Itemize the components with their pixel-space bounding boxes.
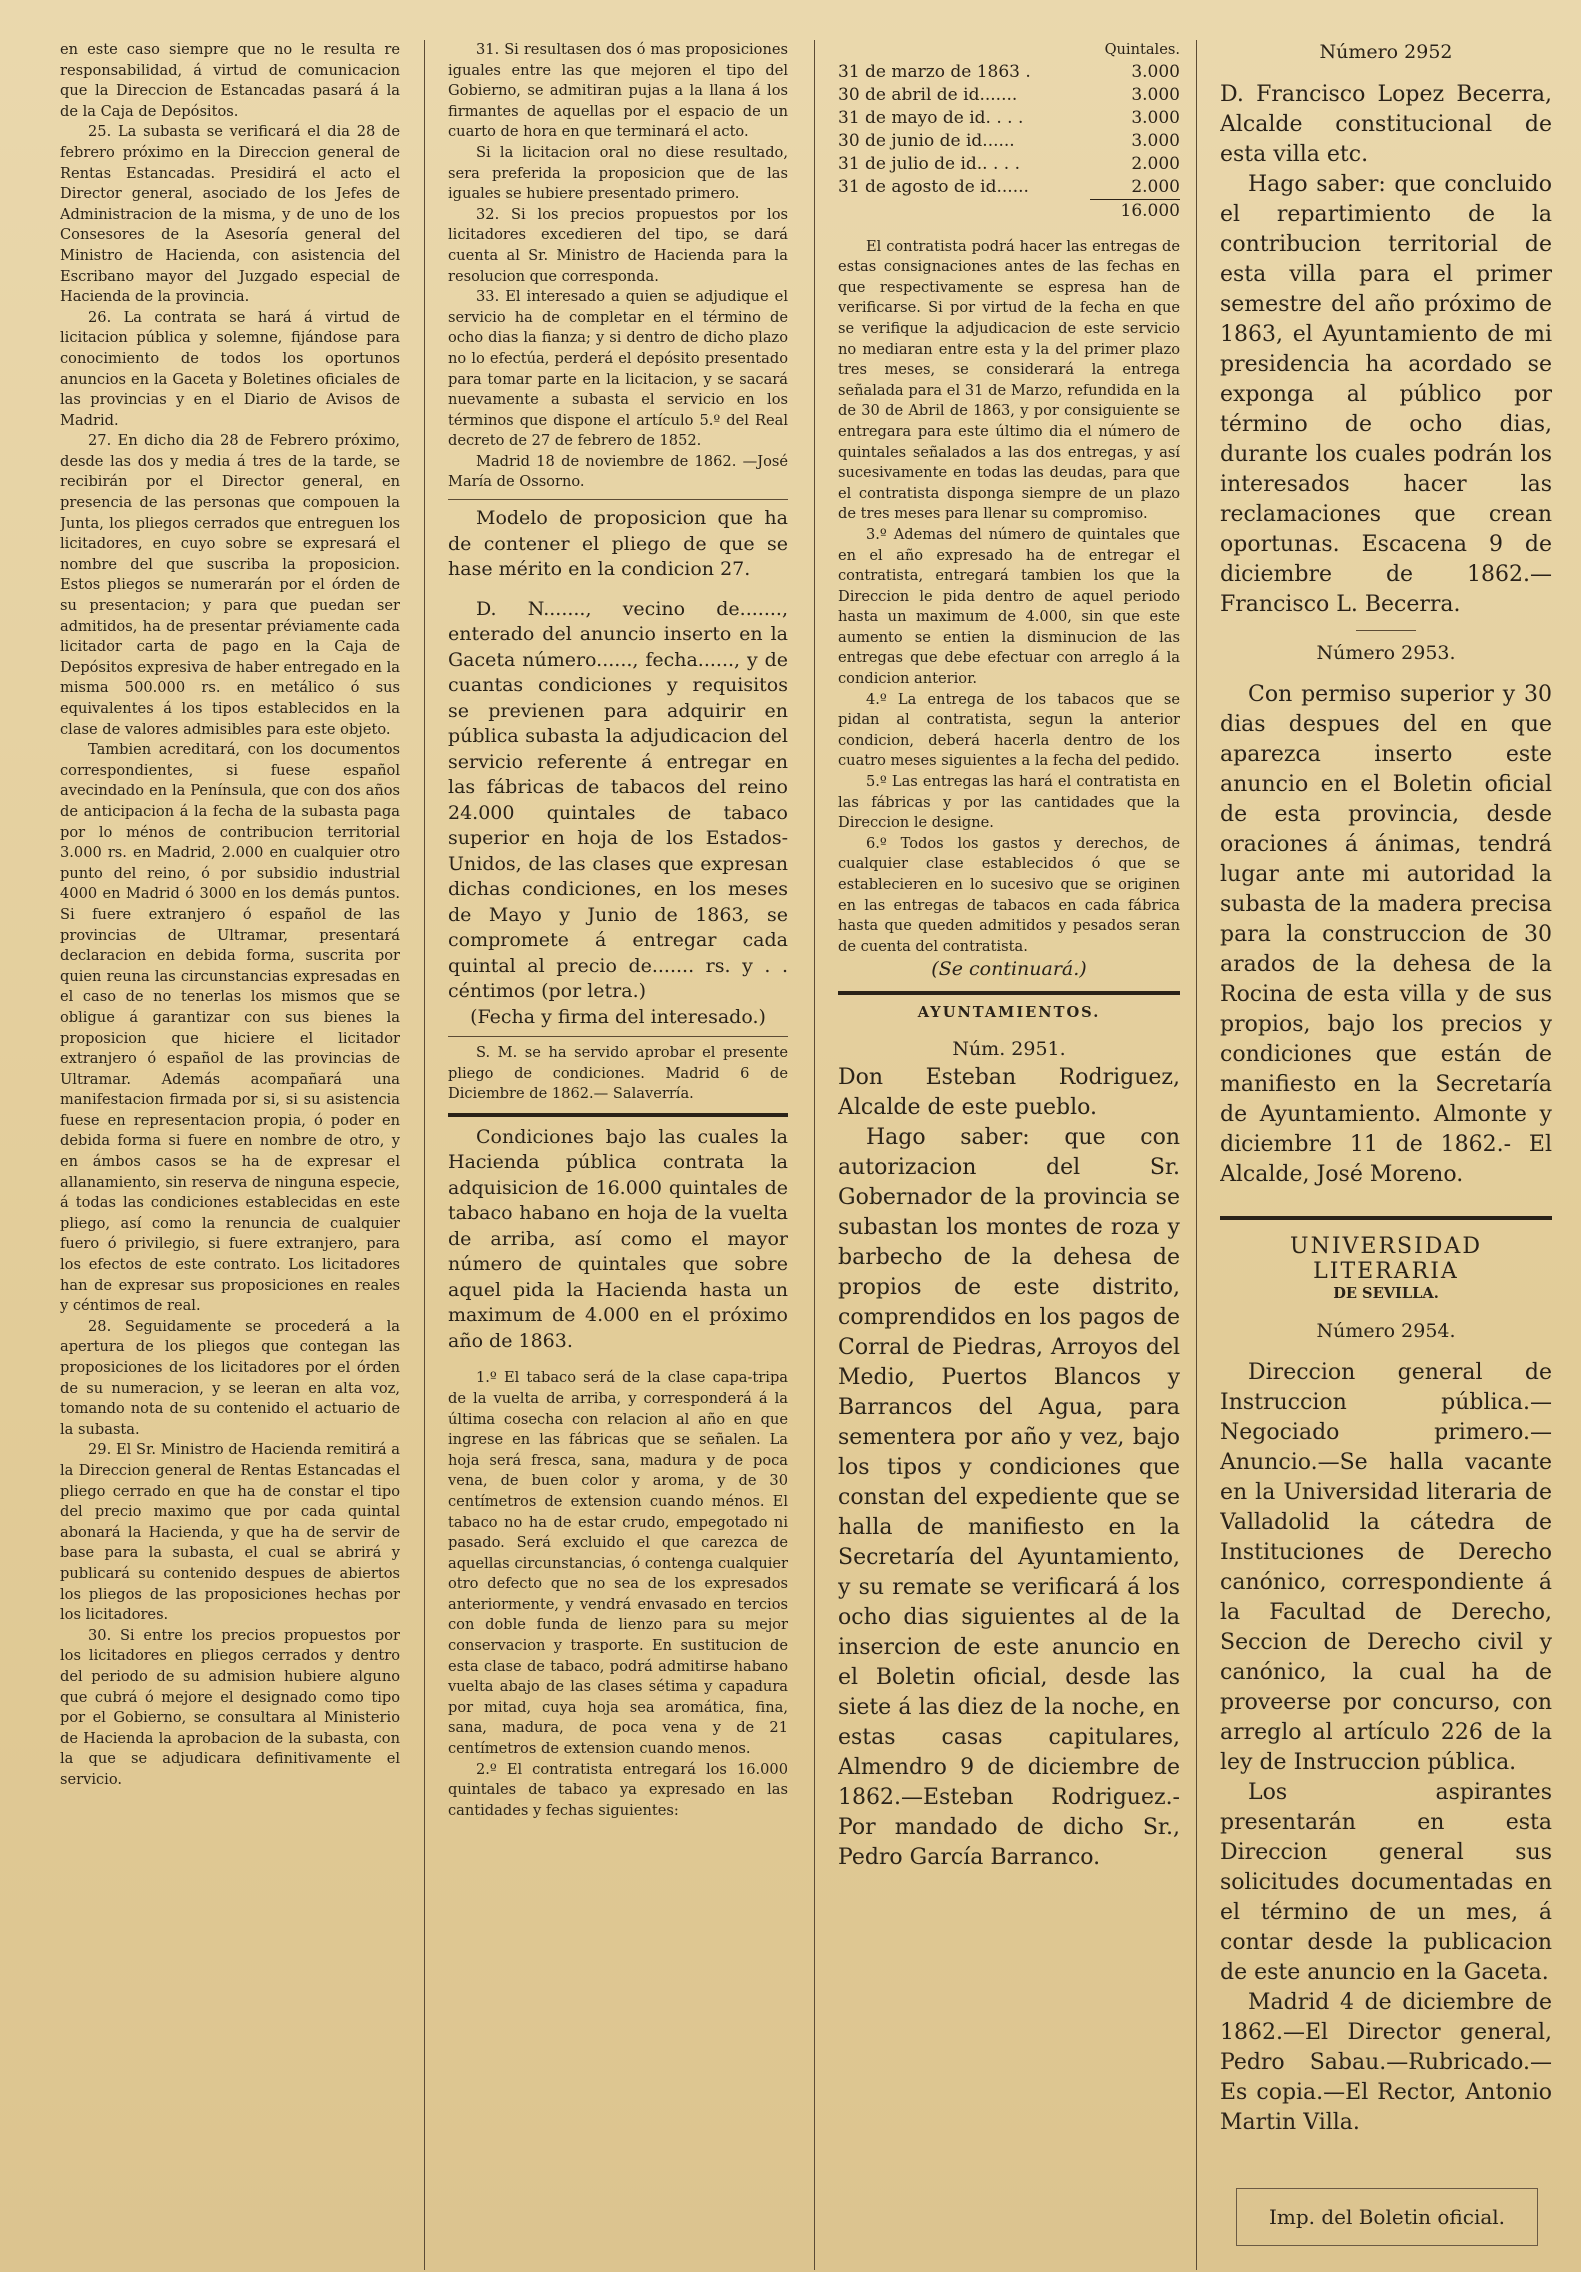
imprint: Imp. del Boletin oficial.: [1268, 2205, 1506, 2229]
table-row: 31 de mayo de id. . . . 3.000: [838, 107, 1180, 128]
approval: S. M. se ha servido aprobar el presente pliego de condiciones. Madrid 6 de Diciembre de 1862.— Salaverría.: [448, 1044, 788, 1103]
notice-text: Con permiso superior y 30 dias despues del en que aparezca inserto este anuncio en el Boletin oficial de esta provincia, desde oraciones á ánimas, tendrá lugar ante mi autoridad la subasta de la madera precisa para la construccion de 30 arados de la dehesa de la Rocina de esta villa y de sus propios, bajo los precios y condiciones que están de manifiesto en la Secretaría de Ayuntamiento. Almonte y diciembre 11 de 1862.- El Alcalde, José Moreno.: [1220, 682, 1552, 1187]
divider: [448, 1036, 788, 1037]
paragraph: 27. En dicho dia 28 de Febrero próximo, desde las dos y media á tres de la tarde, se recibirán por el Director general, en presencia de las personas que compouen la Junta, los pliegos cerrados que entreguen los licitadores, en cuyo sobre se expresará el nombre del que suscriba la proposicion. Estos pliegos se numerarán por el órden de su presentacion; y para que puedan ser admitidos, ha de presentar préviamente cada licitador carta de pago en la Caja de Depósitos expresiva de haber entregado en la misma 500.000 rs. en metálico ó sus equivalentes á los tipos establecidos en la clase de valores admisibles para este objeto.: [60, 432, 400, 738]
paragraph: 4.º La entrega de los tabacos que se pidan al contratista, segun la anterior condicion, deberá hacerla dentro de los cuatro meses siguientes a la fecha del pedido.: [838, 690, 1180, 770]
notice-text: Hago saber: que con autorizacion del Sr. Gobernador de la provincia se subastan los montes de roza y barbecho de la dehesa de propios de este distrito, comprendidos en los pagos de Corral de Piedras, Arroyos del Medio, Puertos Blancos y Barrancos del Agua, para sementera por año y vez, bajo los tipos y condiciones que constan del expediente que se halla de manifiesto en la Secretaría del Ayuntamiento, y su remate se verificará á los ocho dias siguientes al de la insercion de este anuncio en el Boletin oficial, desde las siete á las diez de la noche, en estas casas capitulares, Almendro 9 de diciembre de 1862.—Esteban Rodriguez.-Por mandado de dicho Sr., Pedro García Barranco.: [838, 1124, 1180, 1870]
paragraph: 29. El Sr. Ministro de Hacienda remitirá a la Direccion general de Rentas Estancadas el pliego cerrado en que ha de constar el tipo del precio maximo que por cada quintal abonará la Hacienda, y que ha de servir de base para la subasta, el cual se abrirá y publicará su contenido despues de abiertos los pliegos de las proposiciones hechas por los licitadores.: [60, 1441, 400, 1624]
paragraph: Tambien acreditará, con los documentos correspondientes, si fuese español avecindado en la Península, que con dos años de anticipacion á la fecha de la subasta paga por lo ménos de contribucion territorial 3.000 rs. en Madrid, 2.000 en cualquier otro punto del reino, ó por subsidio industrial 4000 en Madrid ó 3000 en los demás puntos. Si fuere extranjero ó español de las provincias de Ultramar, presentará declaracion en debida forma, suscrita por quien reuna las circunstancias expresadas en el caso de no tenerlas los mismos que se obligue á garantizar con sus bienes la proposicion que hiciere el licitador extranjero ó español de las provincias de Ultramar. Además acompañará una manifestacion firmada por si, si su asistencia fuese en representacion propia, ó poder en debida forma si fuere en nombre de otro, y en ámbos casos se ha de expresar el allanamiento, sin reserva de ninguna especie, á todas las condiciones establecidas en este pliego, así como la renuncia de cualquier fuero ó privilegio, si fuere extranjero, para los efectos de este contrato. Los licitadores han de expresar sus proposiciones en reales y céntimos de real.: [60, 741, 400, 1315]
section-title: AYUNTAMIENTOS.: [917, 1003, 1101, 1021]
column-1: [60, 40, 400, 1790]
section-subtitle: DE SEVILLA.: [1333, 1285, 1439, 1302]
divider: [1356, 630, 1416, 631]
paragraph: en este caso siempre que no le resulta re responsabilidad, á virtud de comunicacion que la Direccion de Estancadas pasará á la de la Caja de Depósitos.: [60, 41, 400, 120]
notice-text: Los aspirantes presentarán en esta Direccion general sus solicitudes documentadas en el término de un mes, á contar desde la publicacion de este anuncio en la Gaceta.: [1220, 1780, 1552, 1986]
notice-number: Núm. 2951.: [952, 1038, 1066, 1061]
column-3: [838, 40, 1180, 1873]
table-header: Quintales.: [1104, 41, 1180, 58]
continued-note: (Se continuará.): [931, 958, 1087, 981]
paragraph: 3.º Ademas del número de quintales que en el año expresado ha de entregar el contratista, entregará tambien los que la Direccion le pida dentro de aquel periodo hasta un maximum de 4.000, sin que este aumento se entien la disminucion de las entregas que debe efectuar con arreglo á la condicion anterior.: [838, 525, 1180, 688]
notice-text: Hago saber: que concluido el repartimiento de la contribucion territorial de esta villa para el primer semestre del año próximo de 1863, el Ayuntamiento de mi presidencia ha acordado se exponga al público por término de ocho dias, durante los cuales podrán los interesados hacer las reclamaciones que crean oportunas. Escacena 9 de diciembre de 1862.—Francisco L. Becerra.: [1220, 171, 1552, 617]
paragraph: 30. Si entre los precios propuestos por los licitadores en pliegos cerrados y dentro del periodo de su admision hubiere alguno que cubrá ó mejore el designado como tipo por el Gobierno, se consultara al Ministerio de Hacienda la aprobacion de la subasta, con la que se adjudicara definitivamente el servicio.: [60, 1626, 400, 1788]
modelo-sign: (Fecha y firma del interesado.): [470, 1005, 766, 1028]
paragraph: 33. El interesado a quien se adjudique el servicio ha de completar en el término de ocho dias la fianza; y si dentro de dicho plazo no lo efectúa, perderá el depósito presentado para tomar parte en la licitacion, y se sacará nuevamente a subasta el servicio en los términos que dispone el artículo 5.º del Real decreto de 27 de febrero de 1852.: [448, 288, 788, 450]
table-row: 30 de junio de id...... 3.000: [838, 130, 1180, 151]
notice-text: Madrid 4 de diciembre de 1862.—El Director general, Pedro Sabau.—Rubricado.—Es copia.—El Rector, Antonio Martin Villa.: [1220, 1990, 1552, 2136]
table-row: 31 de agosto de id...... 2.000: [838, 176, 1180, 197]
paragraph: 1.º El tabaco será de la clase capa-tripa de la vuelta de arriba, y corresponderá á la última cosecha con relacion al año en que ingrese en las fábricas que se señalen. La hoja será fresca, sana, madura y de poca vena, de buen color y aroma, y de 30 centímetros de extension cuando ménos. El tabaco no ha de estar crudo, empegotado ni pasado. Será excluido el que carezca de aquellas circunstancias, ó contenga cualquier otro defecto que no sea de los expresados anteriormente, y vendrá envasado en tercios con doble funda de lienzo para su mejor conservacion y trasporte. En sustitucion de esta clase de tabaco, podrá admitirse habano vuelta abajo de las clases sétima y capadura por mitad, cuya hoja sea aromática, fina, sana, madura, de poca vena y de 21 centímetros de extension cuando menos.: [448, 1369, 788, 1758]
imprint-box: [1236, 2188, 1538, 2246]
divider: [448, 1113, 788, 1117]
divider: [448, 499, 788, 500]
quintales-table: [838, 61, 1180, 223]
paragraph: 25. La subasta se verificará el dia 28 de febrero próximo en la Direccion general de Rentas Estancadas. Presidirá el acto el Director general, asociado de los Jefes de Administracion de la misma, y de uno de los Consesores de la Asesoría general del Ministro de Hacienda, con asistencia del Escribano mayor del Juzgado especial de Hacienda de la provincia.: [60, 123, 400, 306]
paragraph: 6.º Todos los gastos y derechos, de cualquier clase establecidos ó que se establecieren en lo sucesivo que se originen en las entregas de tabacos en cada fábrica hasta que queden admitidos y pesados seran de cuenta del contratista.: [838, 834, 1180, 955]
section-title: UNIVERSIDAD LITERARIA: [1290, 1234, 1482, 1284]
paragraph: El contratista podrá hacer las entregas de estas consignaciones antes de las fechas en que respectivamente se espresa han de verificarse. Si por virtud de la fecha en que se verifique la adjudicacion de este servicio no mediaran entre esta y la del primer plazo tres meses, se considerará la entrega señalada para el 31 de Marzo, refundida en la de 30 de Abril de 1863, y por consiguiente se entregara para este último dia el número de quintales señalados a las dos entregas, y así sucesivamente en todas las deudas, para que el contratista disponga siempre de un plazo de tres meses para llenar su compromiso.: [838, 237, 1180, 523]
table-row: 31 de marzo de 1863 . 3.000: [838, 61, 1180, 82]
paragraph: 2.º El contratista entregará los 16.000 quintales de tabaco ya expresado en las cantidades y fechas siguientes:: [448, 1760, 788, 1819]
column-rule: [1196, 40, 1197, 2270]
paragraph: 31. Si resultasen dos ó mas proposiciones iguales entre las que mejoren el tipo del Gobierno, se admitiran pujas a la llana á los firmantes de aquellas por el espacio de un cuarto de hora en que terminará el acto.: [448, 41, 788, 141]
paragraph: 5.º Las entregas las hará el contratista en las fábricas y por las cantidades que la Direccion le designe.: [838, 773, 1180, 832]
notice-number: Número 2954.: [1316, 1319, 1456, 1342]
modelo-title: Modelo de proposicion que ha de contener el pliego de que se hase mérito en la condicion 27.: [448, 507, 788, 581]
paragraph: Si la licitacion oral no diese resultado, sera preferida la proposicion que de las iguales se hubiere presentado primero.: [448, 143, 788, 203]
notice-heading: Don Esteban Rodriguez, Alcalde de este pueblo.: [838, 1064, 1180, 1120]
paragraph: 28. Seguidamente se procederá a la apertura de los pliegos que contegan las proposiciones de los licitadores por el órden de su numeracion, y se leeran en alta voz, tomando nota de su contenido el actuario de la subasta.: [60, 1317, 400, 1438]
modelo-text: D. N......., vecino de......., enterado del anuncio inserto en la Gaceta número......, fecha......, y de cuantas condiciones y requisitos se previenen para adquirir en pública subasta la adjudicacion del servicio referente á entregar en las fábricas de tabacos del reino 24.000 quintales de tabaco superior en hoja de los Estados-Unidos, de las clases que expresan dichas condiciones, en los meses de Mayo y Junio de 1863, se compromete á entregar cada quintal al precio de....... rs. y . . céntimos (por letra.): [448, 597, 788, 1003]
divider: [1220, 1216, 1552, 1220]
column-rule: [424, 40, 425, 2270]
notice-heading: D. Francisco Lopez Becerra, Alcalde constitucional de esta villa etc.: [1220, 81, 1552, 167]
notice-number: Número 2953.: [1316, 641, 1456, 664]
conditions-title: Condiciones bajo las cuales la Hacienda pública contrata la adquisicion de 16.000 quintales de tabaco habano en hoja de la vuelta de arriba, así como el mayor número de quintales que sobre aquel pida la Hacienda hasta un maximum de 4.000 en el próximo año de 1863.: [448, 1125, 788, 1352]
table-row: 31 de julio de id.. . . . 2.000: [838, 153, 1180, 174]
notice-text: Direccion general de Instruccion pública.—Negociado primero.—Anuncio.—Se halla vacante en la Universidad literaria de Valladolid la cátedra de Instituciones de Derecho canónico, correspondiente á la Facultad de Derecho, Seccion de Derecho civil y canónico, la cual ha de proveerse por concurso, con arreglo al artículo 226 de la ley de Instruccion pública.: [1220, 1360, 1552, 1776]
table-row: 30 de abril de id....... 3.000: [838, 84, 1180, 105]
notice-number: Número 2952: [1319, 41, 1453, 63]
column-2: [448, 40, 788, 1821]
column-4: [1220, 40, 1552, 2138]
paragraph: 26. La contrata se hará á virtud de licitacion pública y solemne, fijándose para conocimiento de todos los oportunos anuncios en la Gaceta y Boletines oficiales de las provincias y en el Diario de Avisos de Madrid.: [60, 308, 400, 429]
column-rule: [814, 40, 815, 2270]
table-total-row: 16.000: [838, 199, 1180, 223]
signature: Madrid 18 de noviembre de 1862. —José María de Ossorno.: [448, 452, 788, 491]
divider: [838, 991, 1180, 995]
paragraph: 32. Si los precios propuestos por los licitadores excedieren del tipo, se dará cuenta al Sr. Ministro de Hacienda para la resolucion que corresponda.: [448, 205, 788, 285]
